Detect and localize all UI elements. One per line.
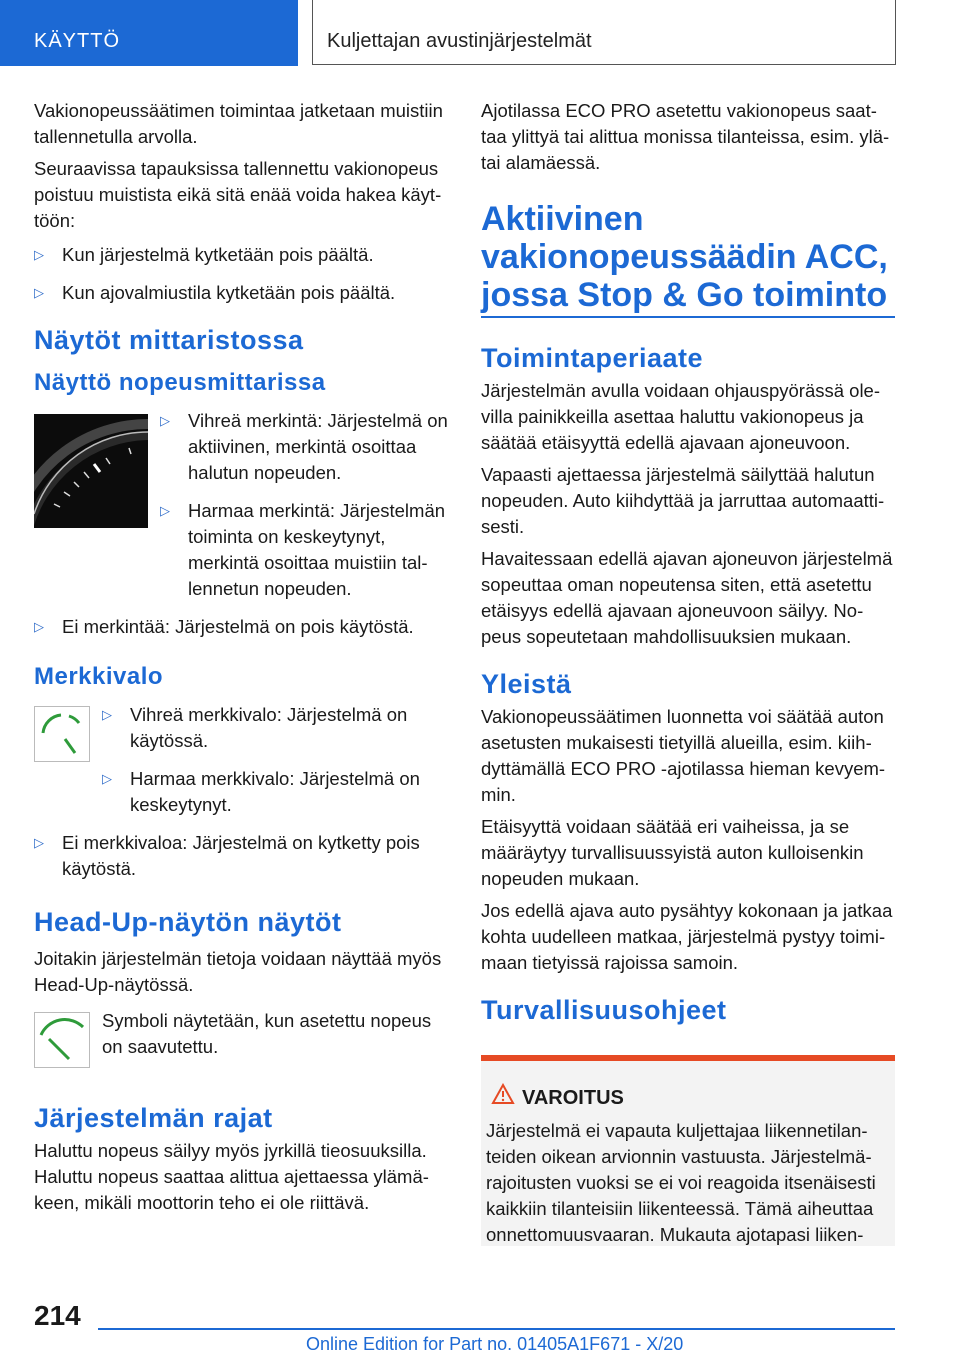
heading-speedometer: Näyttö nopeusmittarissa bbox=[34, 369, 326, 396]
chapter-header bbox=[312, 0, 896, 65]
paragraph: Jos edellä ajava auto pysähtyy kokonaan ja jatkaa kohta uudelleen matkaa, järjestelmä pystyy toimimaan tietyissä rajoissa samoin. bbox=[481, 900, 893, 973]
heading-safety: Turvallisuusohjeet bbox=[481, 995, 727, 1025]
cruise-indicator-icon bbox=[34, 706, 90, 762]
list-item: ▷ Vihreä merkkivalo: Järjestelmä on käytössä. bbox=[102, 704, 408, 751]
bullet-list bbox=[34, 614, 450, 640]
heading-indicator-light: Merkkivalo bbox=[34, 663, 164, 690]
paragraph: Joitakin järjestelmän tietoja voidaan näyttää myös Head-Up-näytössä. bbox=[34, 948, 442, 995]
section-title: KÄYTTÖ bbox=[34, 30, 121, 52]
heading-general: Yleistä bbox=[481, 669, 572, 699]
speedometer-figure-row bbox=[34, 408, 450, 602]
triangle-bullet-icon: ▷ bbox=[160, 503, 170, 518]
triangle-bullet-icon: ▷ bbox=[160, 413, 170, 428]
list-item: ▷ Ei merkintää: Järjestelmä on pois käytöstä. bbox=[34, 614, 450, 640]
speedometer-image bbox=[34, 414, 148, 535]
hud-speed-reached-icon bbox=[34, 1012, 90, 1068]
list-item: ▷ Harmaa merkkivalo: Järjestelmä on keskeytynyt. bbox=[102, 768, 420, 815]
triangle-bullet-icon: ▷ bbox=[34, 285, 44, 300]
paragraph: Vakionopeussäätimen luonnetta voi säätää auton asetusten mukaisesti tietyillä alueilla, esim. kiihdyttämällä ECO PRO -ajotilassa hieman kevyemmin. bbox=[481, 706, 886, 805]
paragraph: Vapaasti ajettaessa järjestelmä säilyttää halutun nopeuden. Auto kiihdyttää ja jarruttaa automaattisesti. bbox=[481, 464, 885, 537]
bullet-list bbox=[160, 408, 450, 602]
heading-hud: Head-Up-näytön näytöt bbox=[34, 907, 342, 937]
bullet-list bbox=[102, 702, 450, 818]
paragraph: Järjestelmän avulla voidaan ohjauspyörässä olevilla painikkeilla asettaa haluttu vakionopeus ja säätää etäisyyttä edellä ajavaan ajoneuvoon. bbox=[481, 380, 881, 453]
page-number: 214 bbox=[34, 1300, 81, 1331]
list-item: ▷ Kun järjestelmä kytketään pois päältä. bbox=[34, 242, 450, 268]
bullet-list bbox=[34, 242, 450, 306]
triangle-bullet-icon: ▷ bbox=[34, 247, 44, 262]
triangle-bullet-icon: ▷ bbox=[102, 707, 112, 722]
list-item: ▷ Harmaa merkintä: Järjestelmän toiminta on keskeytynyt, merkintä osoittaa muistiin tallennetun nopeuden. bbox=[160, 500, 446, 599]
paragraph: Havaitessaan edellä ajavan ajoneuvon järjestelmä sopeuttaa oman nopeutensa siten, että asetettu etäisyys edellä ajavaan ajoneuvoon säilyy. Nopeus sopeutetaan mahdollisuuksien mukaan. bbox=[481, 548, 893, 647]
paragraph: Vakionopeussäätimen toimintaa jatketaan muistiin tallennetulla arvolla. bbox=[34, 100, 443, 147]
triangle-bullet-icon: ▷ bbox=[102, 771, 112, 786]
indicator-figure-row bbox=[34, 702, 450, 818]
list-item: ▷ Ei merkkivaloa: Järjestelmä on kytketty pois käytöstä. bbox=[34, 832, 420, 879]
heading-acc: Aktiivinen vakionopeussäädin ACC, jossa Stop & Go toiminto bbox=[481, 200, 895, 318]
paragraph: Seuraavissa tapauksissa tallennettu vakionopeus poistuu muistista eikä sitä enää voida hakea käyttöön: bbox=[34, 158, 442, 231]
paragraph: Symboli näytetään, kun asetettu nopeus on saavutettu. bbox=[102, 1010, 432, 1057]
paragraph: Haluttu nopeus säilyy myös jyrkillä tieosuuksilla. Haluttu nopeus saattaa alittua ajettaessa ylämäkeen, mikäli moottorin teho ei ole riittävä. bbox=[34, 1140, 429, 1213]
list-item: ▷ Kun ajovalmiustila kytketään pois päältä. bbox=[34, 280, 450, 306]
heading-limits: Järjestelmän rajat bbox=[34, 1103, 273, 1133]
footer-edition: Online Edition for Part no. 01405A1F671 - X/20 bbox=[306, 1334, 684, 1354]
hud-figure-row bbox=[34, 1008, 450, 1060]
warning-triangle-icon bbox=[491, 1083, 515, 1110]
chapter-tab bbox=[0, 0, 298, 66]
list-item: ▷ Vihreä merkintä: Järjestelmä on aktiivinen, merkintä osoittaa halutun nopeuden. bbox=[160, 410, 448, 483]
paragraph: Etäisyyttä voidaan säätää eri vaiheissa, ja se määräytyy turvallisuussyistä auton kulloisenkin nopeuden mukaan. bbox=[481, 816, 864, 889]
heading-principle: Toimintaperiaate bbox=[481, 343, 704, 373]
chapter-title: Kuljettajan avustinjärjestelmät bbox=[327, 30, 592, 52]
heading-displays: Näytöt mittaristossa bbox=[34, 325, 304, 355]
right-column bbox=[481, 98, 895, 1038]
paragraph: Ajotilassa ECO PRO asetettu vakionopeus saattaa ylittyä tai alittua monissa tilanteissa, esim. ylä- tai alamäessä. bbox=[481, 100, 890, 173]
warning-title: VAROITUS bbox=[522, 1087, 624, 1109]
warning-text: Järjestelmä ei vapauta kuljettajaa liikennetilanteiden oikean arvionnin vastuusta. Järjestelmärajoitusten vuoksi se ei voi reagoida itsenäisesti kaikkiin tilanteisiin liikenteessä. Tämä aiheuttaa onnettomuusvaaran. Mukauta ajotapasi liiken- bbox=[486, 1120, 876, 1245]
left-column bbox=[34, 98, 450, 1222]
warning-box bbox=[481, 1055, 895, 1246]
footer-divider bbox=[98, 1328, 895, 1330]
triangle-bullet-icon: ▷ bbox=[34, 835, 44, 850]
bullet-list bbox=[34, 830, 450, 882]
triangle-bullet-icon: ▷ bbox=[34, 619, 44, 634]
